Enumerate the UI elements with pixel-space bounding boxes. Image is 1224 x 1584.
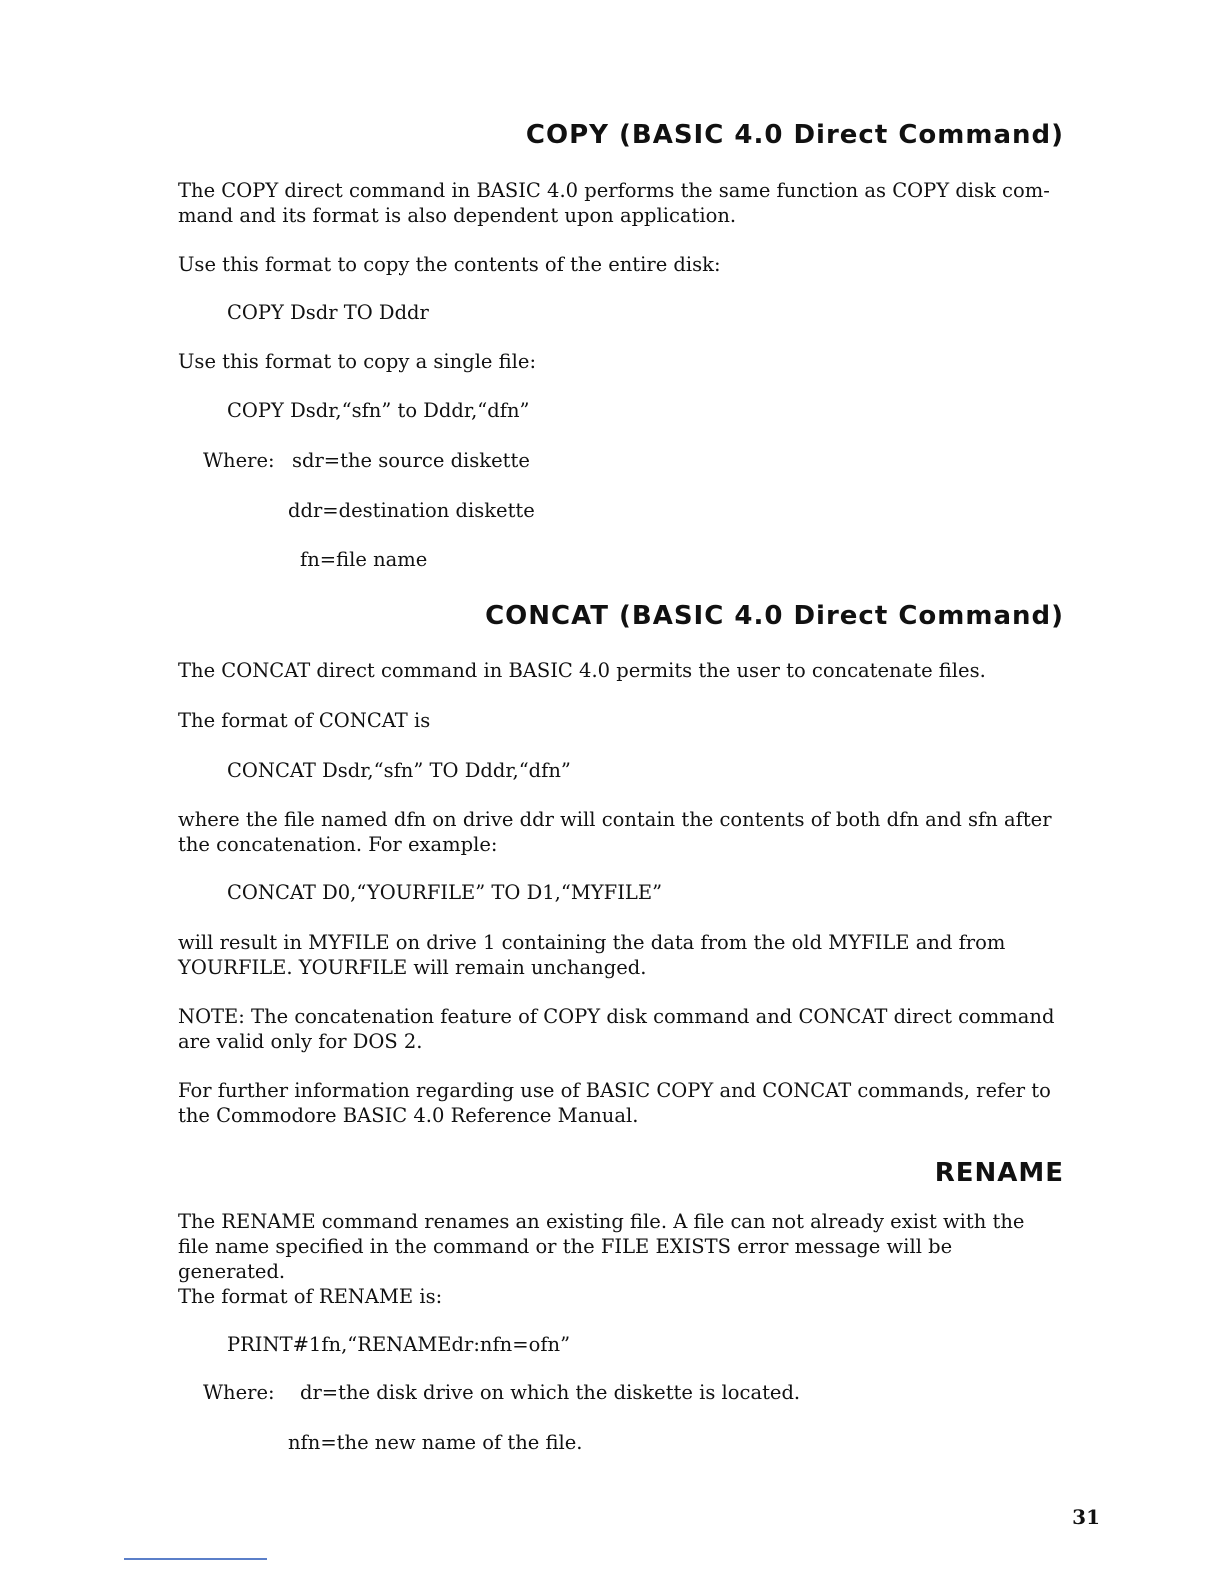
rename-format-code: PRINT#1fn,“RENAMEdr:nfn=ofn” <box>227 1333 571 1356</box>
copy-where-label: Where: <box>203 449 275 472</box>
copy-definition-ddr: ddr=destination diskette <box>288 499 535 522</box>
rename-where-label: Where: <box>203 1381 275 1404</box>
rename-heading: RENAME <box>934 1158 1064 1188</box>
copy-intro: The COPY direct command in BASIC 4.0 performs the same function as COPY disk com-mand and its format is also dependent upon application. <box>178 179 1050 227</box>
copy-heading: COPY (BASIC 4.0 Direct Command) <box>525 120 1064 150</box>
concat-format-label: The format of CONCAT is <box>178 709 431 732</box>
footer-rule <box>124 1558 267 1560</box>
copy-definition-sdr: sdr=the source diskette <box>292 449 530 472</box>
concat-heading: CONCAT (BASIC 4.0 Direct Command) <box>485 601 1064 631</box>
copy-entire-disk-code: COPY Dsdr TO Dddr <box>227 301 429 324</box>
rename-definition-dr: dr=the disk drive on which the diskette is located. <box>300 1381 801 1404</box>
copy-definition-fn: fn=file name <box>300 548 428 571</box>
concat-explanation: where the file named dfn on drive ddr will contain the contents of both dfn and sfn after the concatenation. For example: <box>178 808 1052 856</box>
concat-intro: The CONCAT direct command in BASIC 4.0 permits the user to concatenate files. <box>178 659 986 682</box>
rename-format-label: The format of RENAME is: <box>178 1285 443 1308</box>
concat-format-code: CONCAT Dsdr,“sfn” TO Dddr,“dfn” <box>227 759 571 782</box>
copy-single-file-label: Use this format to copy a single file: <box>178 350 537 373</box>
rename-definition-nfn: nfn=the new name of the file. <box>288 1431 583 1454</box>
concat-further-info: For further information regarding use of BASIC COPY and CONCAT commands, refer to the Commodore BASIC 4.0 Reference Manual. <box>178 1079 1051 1127</box>
rename-intro: The RENAME command renames an existing file. A file can not already exist with the file name specified in the command or the FILE EXISTS error message will be generated. <box>178 1210 1025 1283</box>
copy-entire-disk-label: Use this format to copy the contents of the entire disk: <box>178 253 721 276</box>
concat-example-code: CONCAT D0,“YOURFILE” TO D1,“MYFILE” <box>227 881 663 904</box>
concat-result: will result in MYFILE on drive 1 containing the data from the old MYFILE and from YOURFILE. YOURFILE will remain unchanged. <box>178 931 1006 979</box>
concat-note: NOTE: The concatenation feature of COPY disk command and CONCAT direct command are valid only for DOS 2. <box>178 1005 1055 1053</box>
copy-single-file-code: COPY Dsdr,“sfn” to Dddr,“dfn” <box>227 399 530 422</box>
page-number: 31 <box>1072 1505 1100 1529</box>
